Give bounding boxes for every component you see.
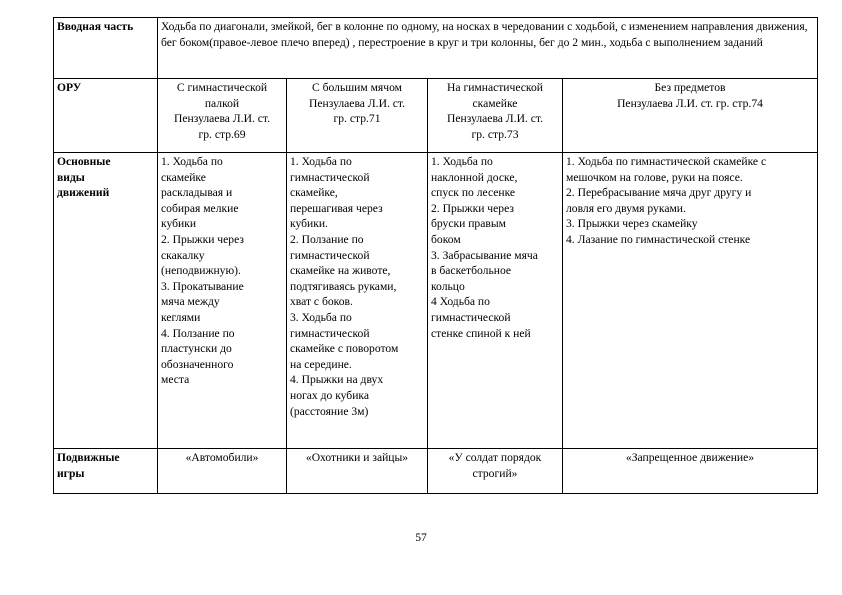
oru-cell-1-line: палкой [204, 96, 240, 110]
movements-label-line: движений [57, 186, 110, 200]
movements-line: на середине. [290, 357, 352, 371]
games-label-line: игры [57, 466, 85, 480]
movements-line: скамейке на животе, [290, 264, 391, 278]
movements-line: 4. Лазание по гимнастической стенке [566, 232, 751, 246]
oru-cell-4-line: Пензулаева Л.И. ст. гр. стр.74 [617, 96, 763, 110]
movements-line: 2. Прыжки через [431, 201, 514, 215]
movements-line: скакалку [161, 248, 205, 262]
movements-line: кольцо [431, 279, 465, 293]
game-title: «У солдат порядок [448, 451, 542, 464]
intro-label: Вводная часть [54, 18, 158, 79]
movements-line: боком [431, 232, 461, 246]
oru-cell-4 [563, 79, 818, 153]
movements-line: 3. Прокатывание [161, 279, 244, 293]
oru-cell-1-line: С гимнастической [176, 81, 268, 94]
games-cell-2 [287, 449, 428, 494]
oru-cell-1 [158, 79, 287, 153]
oru-cell-2-line: Пензулаева Л.И. ст. [309, 96, 405, 110]
movements-row [54, 153, 818, 449]
game-title: «Запрещенное движение» [625, 451, 755, 464]
movements-line: гимнастической [431, 310, 511, 324]
movements-line: 2. Ползание по [290, 232, 364, 246]
movements-cell-1 [158, 153, 287, 449]
oru-label: ОРУ [54, 79, 158, 153]
movements-line: гимнастической [290, 326, 370, 340]
movements-line: 4. Прыжки на двух [290, 373, 384, 387]
movements-line: раскладывая и [161, 186, 233, 200]
game-title: строгий» [472, 466, 518, 480]
page-number: 57 [415, 531, 427, 544]
oru-cell-2 [287, 79, 428, 153]
movements-line: в баскетбольное [431, 264, 512, 278]
movements-cell-4 [563, 153, 818, 449]
movements-line: (расстояние 3м) [290, 404, 369, 418]
movements-line: ногах до кубика [290, 388, 370, 402]
oru-cell-3-line: гр. стр.73 [471, 127, 519, 141]
movements-line: 3. Прыжки через скамейку [566, 217, 698, 231]
movements-line: стенке спиной к ней [431, 326, 531, 340]
movements-line: обозначенного [161, 357, 234, 371]
movements-line: ловля его двумя руками. [566, 201, 686, 215]
movements-line: места [161, 373, 190, 387]
movements-line: 1. Ходьба по [161, 155, 223, 168]
movements-line: перешагивая через [290, 201, 383, 215]
movements-line: 1. Ходьба по гимнастической скамейке с [566, 155, 767, 168]
movements-line: 1. Ходьба по [290, 155, 352, 168]
lesson-plan-table [53, 17, 818, 494]
movements-line: кубики [161, 217, 197, 231]
oru-cell-3-line: На гимнастической [447, 81, 543, 94]
games-row [54, 449, 818, 494]
movements-line: 4 Ходьба по [431, 295, 490, 309]
games-cell-1 [158, 449, 287, 494]
movements-line: бруски правым [431, 217, 506, 231]
oru-cell-2-line: гр. стр.71 [333, 112, 381, 126]
movements-line: спуск по лесенке [431, 186, 516, 200]
game-title: «Охотники и зайцы» [305, 451, 409, 464]
movements-line: гимнастической [290, 248, 370, 262]
games-label [54, 449, 158, 494]
oru-cell-3-line: Пензулаева Л.И. ст. [447, 112, 543, 126]
movements-line: скамейке [161, 170, 206, 184]
movements-line: наклонной доске, [431, 170, 518, 184]
movements-line: мешочком на голове, руки на поясе. [566, 170, 743, 184]
movements-line: 4. Ползание по [161, 326, 235, 340]
oru-cell-1-line: гр. стр.69 [198, 127, 246, 141]
movements-line: пластунски до [161, 342, 232, 356]
movements-cell-2 [287, 153, 428, 449]
oru-cell-4-line: Без предметов [654, 81, 726, 94]
games-label-line: Подвижные [57, 451, 120, 464]
oru-row [54, 79, 818, 153]
oru-cell-3 [428, 79, 563, 153]
movements-line: 1. Ходьба по [431, 155, 493, 168]
movements-line: (неподвижную). [161, 264, 241, 278]
movements-label-line: Основные [57, 155, 111, 168]
intro-text: Ходьба по диагонали, змейкой, бег в колонне по одному, на носках в чередовании с ходьбой, с изменением направления движения, бег боком(правое-левое плечо вперед) , перестроение в круг и три колонны, бег до 2 мин., ходьба с выполнением заданий [158, 18, 818, 79]
movements-line: 3. Ходьба по [290, 310, 352, 324]
movements-line: подтягиваясь руками, [290, 279, 397, 293]
movements-line: кеглями [161, 310, 201, 324]
movements-line: хват с боков. [290, 295, 353, 309]
movements-line: гимнастической [290, 170, 370, 184]
games-cell-3 [428, 449, 563, 494]
movements-line: 3. Забрасывание мяча [431, 248, 538, 262]
game-title: «Автомобили» [185, 451, 259, 464]
movements-label [54, 153, 158, 449]
movements-line: скамейке, [290, 186, 338, 200]
movements-cell-3 [428, 153, 563, 449]
movements-line: 2. Перебрасывание мяча друг другу и [566, 186, 752, 200]
oru-cell-3-line: скамейке [472, 96, 518, 110]
oru-cell-1-line: Пензулаева Л.И. ст. [174, 112, 270, 126]
intro-row [54, 18, 818, 79]
games-cell-4 [563, 449, 818, 494]
movements-line: скамейке с поворотом [290, 342, 399, 356]
oru-cell-2-line: С большим мячом [311, 81, 403, 94]
movements-line: кубики. [290, 217, 328, 231]
movements-line: собирая мелкие [161, 201, 239, 215]
movements-line: мяча между [161, 295, 220, 309]
movements-label-line: виды [57, 170, 85, 184]
movements-line: 2. Прыжки через [161, 232, 244, 246]
